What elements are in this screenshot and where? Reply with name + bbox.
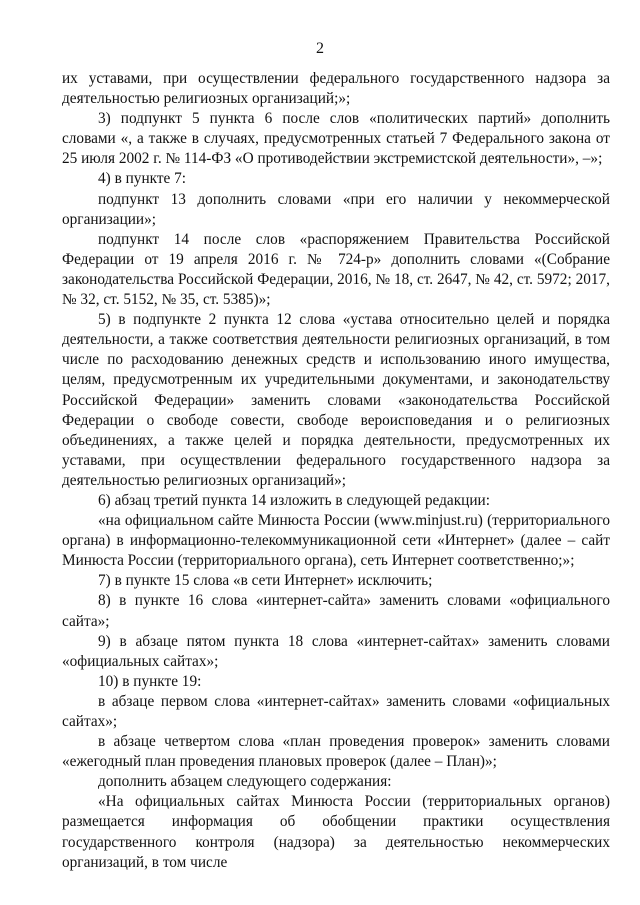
paragraph: 7) в пункте 15 слова «в сети Интернет» исключить; [98, 572, 433, 590]
paragraph: 8) в пункте 16 слова «интернет-сайта» заменить словами «официального сайта»; [62, 592, 610, 630]
paragraph: в абзаце четвертом слова «план проведения проверок» заменить словами «ежегодный план проведения плановых проверок (далее – План)»; [62, 733, 610, 771]
paragraph: «На официальных сайтах Минюста России (территориальных органов) размещается информация об обобщении практики осуществления государственного контроля (надзора) за деятельностью некоммерческих организаций, в том числе [62, 793, 610, 871]
paragraph: 9) в абзаце пятом пункта 18 слова «интернет-сайтах» заменить словами «официальных сайтах»; [62, 632, 610, 670]
paragraph: 3) подпункт 5 пункта 6 после слов «политических партий» дополнить словами «, а также в случаях, предусмотренных статьей 7 Федерального закона от 25 июля 2002 г. № 114-ФЗ «О противодействии экстремистской деятельности», –»; [62, 110, 610, 168]
paragraph: 5) в подпункте 2 пункта 12 слова «устава относительно целей и порядка деятельности, а также соответствия деятельности религиозных организаций, в том числе по расходованию денежных средств и использованию иного имущества, целям, предусмотренным их учредительными документами, и законодательству Российской Федерации» заменить словами «законодательства Российской Федерации о свободе совести, свободе вероисповедания и о религиозных объединениях, а также целей и порядка деятельности, предусмотренных их уставами, при осуществлении федерального государственного надзора за деятельностью религиозных организаций»; [62, 311, 610, 489]
paragraph: 4) в пункте 7: [98, 170, 187, 188]
paragraph: их уставами, при осуществлении федерального государственного надзора за деятельностью религиозных организаций;»; [62, 70, 610, 108]
paragraph: 6) абзац третий пункта 14 изложить в следующей редакции: [98, 491, 490, 509]
paragraph: подпункт 13 дополнить словами «при его наличии у некоммерческой организации»; [62, 190, 610, 228]
paragraph: 10) в пункте 19: [98, 672, 202, 690]
page-number: 2 [316, 40, 324, 57]
paragraph: дополнить абзацем следующего содержания: [98, 773, 392, 791]
document-body [62, 69, 610, 873]
paragraph: в абзаце первом слова «интернет-сайтах» заменить словами «официальных сайтах»; [62, 692, 610, 730]
paragraph: «на официальном сайте Минюста России (www.minjust.ru) (территориального органа) в информационно-телекоммуникационной сети «Интернет» (далее – сайт Минюста России (территориального органа), сеть Интернет соответственно;»; [62, 512, 610, 570]
paragraph: подпункт 14 после слов «распоряжением Правительства Российской Федерации от 19 апреля 2016 г. № 724-р» дополнить словами «(Собрание законодательства Российской Федерации, 2016, № 18, ст. 2647, № 42, ст. 5972; 2017, № 32, ст. 5152, № 35, ст. 5385)»; [62, 230, 610, 309]
